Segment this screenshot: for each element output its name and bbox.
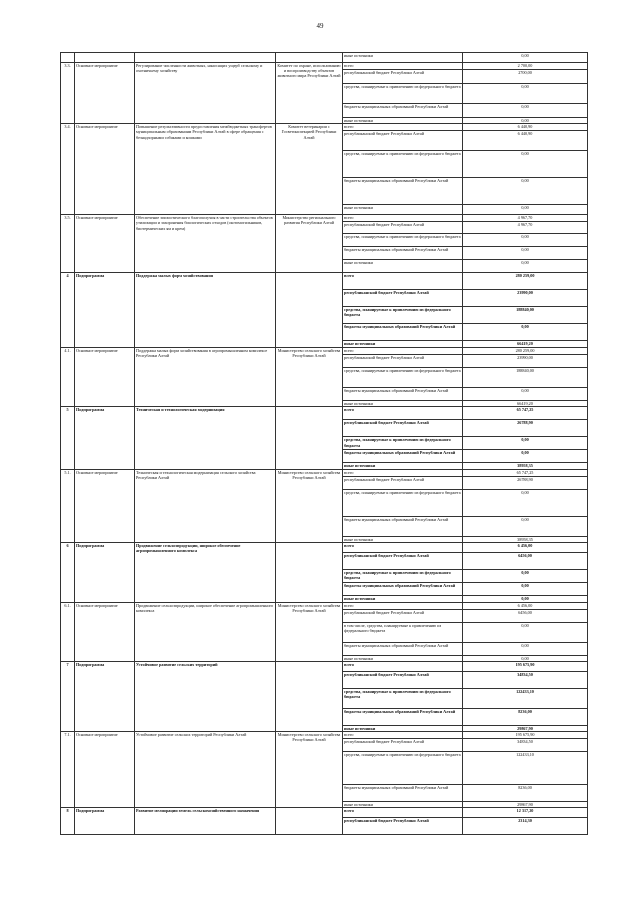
row-name: Поддержка малых форм хозяйствования	[135, 273, 276, 348]
row-executor: Министерство сельского хозяйства Республики Алтай	[276, 348, 343, 407]
funding-source: всего	[343, 732, 463, 739]
funding-source: всего	[343, 542, 463, 552]
row-name	[135, 53, 276, 63]
funding-value: 0,00	[463, 118, 588, 124]
row-executor: Министерство регионального развития Республики Алтай	[276, 215, 343, 273]
funding-value: 0,00	[463, 324, 588, 341]
funding-value: 0,00	[463, 260, 588, 273]
funding-source: всего	[343, 215, 463, 222]
funding-value: 0,00	[463, 388, 588, 401]
funding-source: иные источники	[343, 595, 463, 602]
row-type: Подпрограмма	[75, 662, 135, 732]
funding-source: средства, планируемые к привлечению из федерального бюджета	[343, 569, 463, 582]
row-number: 6.1.	[61, 602, 75, 661]
budget-table	[60, 52, 588, 835]
funding-value: 2314,30	[463, 818, 588, 835]
row-name: Продвижение сельхозпродукции, широкое обеспечение агропромышленного комплекса	[135, 602, 276, 661]
funding-value: 0,00	[463, 84, 588, 104]
funding-value: 0,00	[463, 582, 588, 595]
funding-source: иные источники	[343, 655, 463, 661]
funding-source: средства, планируемые к привлечению из федерального бюджета	[343, 84, 463, 104]
table-row	[61, 215, 588, 222]
funding-source: иные источники	[343, 802, 463, 808]
funding-source: бюджеты муниципальных образований Республики Алтай	[343, 324, 463, 341]
funding-value: 26788,90	[463, 420, 588, 437]
funding-source: республиканский бюджет Республики Алтай	[343, 818, 463, 835]
row-type: Основное мероприятие	[75, 215, 135, 273]
row-number: 4	[61, 273, 75, 348]
row-executor	[276, 662, 343, 732]
row-name: Обеспечение эпизоотического благополучия в части строительства объектов утилизации и захоронения биологических отходов (скотомогильников, биотермических ям и крем)	[135, 215, 276, 273]
funding-value: 195 675,90	[463, 662, 588, 672]
table-row	[61, 602, 588, 609]
funding-value: 0,00	[463, 450, 588, 463]
funding-value: 2700,00	[463, 70, 588, 84]
row-executor	[276, 542, 343, 602]
funding-source: бюджеты муниципальных образований Республики Алтай	[343, 104, 463, 118]
funding-source: средства, планируемые к привлечению из федерального бюджета	[343, 151, 463, 178]
row-number: 5	[61, 407, 75, 469]
row-name: Техническая и технологическая модернизация	[135, 407, 276, 469]
funding-source: бюджеты муниципальных образований Республики Алтай	[343, 785, 463, 802]
funding-value: 188840,00	[463, 368, 588, 388]
funding-source: иные источники	[343, 463, 463, 469]
funding-source: средства, планируемые к привлечению из федерального бюджета	[343, 234, 463, 247]
row-name: Техническая и технологическая модернизация сельского хозяйства Республики Алтай	[135, 469, 276, 542]
funding-source: иные источники	[343, 118, 463, 124]
row-type: Подпрограмма	[75, 407, 135, 469]
funding-source: бюджеты муниципальных образований Республики Алтай	[343, 388, 463, 401]
funding-source: всего	[343, 348, 463, 355]
row-number: 6	[61, 542, 75, 602]
row-name: Устойчивое развитие сельских территорий Республики Алтай	[135, 732, 276, 808]
funding-value: 6456,00	[463, 552, 588, 569]
funding-source: в том числе, средства, планируемые к привлечению из федерального бюджета	[343, 622, 463, 642]
funding-value: 29867,90	[463, 726, 588, 732]
funding-source: всего	[343, 469, 463, 476]
row-number: 3.5.	[61, 215, 75, 273]
table-row	[61, 348, 588, 355]
funding-source: республиканский бюджет Республики Алтай	[343, 355, 463, 368]
table-row	[61, 124, 588, 131]
funding-source: иные источники	[343, 341, 463, 348]
page-number: 49	[316, 22, 324, 30]
funding-value: 29867,90	[463, 802, 588, 808]
funding-value: 188840,00	[463, 307, 588, 324]
funding-value: 65 747,25	[463, 469, 588, 476]
subprogram-row	[61, 407, 588, 420]
funding-source: республиканский бюджет Республики Алтай	[343, 476, 463, 489]
row-type: Подпрограмма	[75, 542, 135, 602]
funding-source: иные источники	[343, 401, 463, 407]
row-executor	[276, 407, 343, 469]
funding-value: 6 440,90	[463, 131, 588, 151]
row-name: Поддержка малых форм хозяйствования в агропромышленном комплексе Республики Алтай	[135, 348, 276, 407]
funding-value: 8236,00	[463, 785, 588, 802]
funding-value: 66419,20	[463, 401, 588, 407]
budget-table-body	[61, 53, 588, 835]
funding-value: 34834,50	[463, 739, 588, 752]
funding-source: бюджеты муниципальных образований Республики Алтай	[343, 247, 463, 260]
funding-value: 0,00	[463, 205, 588, 215]
funding-source: бюджеты муниципальных образований Республики Алтай	[343, 582, 463, 595]
table-row	[61, 63, 588, 70]
funding-source: бюджеты муниципальных образований Республики Алтай	[343, 709, 463, 726]
funding-source: средства, планируемые к привлечению из федерального бюджета	[343, 752, 463, 785]
row-executor: Министерство сельского хозяйства Республики Алтай	[276, 469, 343, 542]
row-type: Основное мероприятие	[75, 348, 135, 407]
funding-value: 38958,35	[463, 463, 588, 469]
row-name: Повышение результативности предоставления межбюджетных трансфертов муниципальным образованиям Республики Алтай в сфере обращения с безнадзорными собаками и кошками	[135, 124, 276, 215]
funding-value: 0,00	[463, 234, 588, 247]
funding-value: 23990,00	[463, 355, 588, 368]
funding-source: всего	[343, 808, 463, 818]
row-type: Подпрограмма	[75, 808, 135, 835]
funding-source: республиканский бюджет Республики Алтай	[343, 290, 463, 307]
funding-source: республиканский бюджет Республики Алтай	[343, 672, 463, 689]
funding-value: 0,00	[463, 595, 588, 602]
row-type: Подпрограмма	[75, 273, 135, 348]
funding-source: иные источники	[343, 536, 463, 542]
funding-value: 0,00	[463, 642, 588, 655]
subprogram-row	[61, 273, 588, 290]
row-number	[61, 53, 75, 63]
funding-value: 280 259,00	[463, 273, 588, 290]
funding-source: всего	[343, 407, 463, 420]
row-number: 8	[61, 808, 75, 835]
funding-source: средства, планируемые к привлечению из федерального бюджета	[343, 689, 463, 709]
funding-source: средства, планируемые к привлечению из федерального бюджета	[343, 307, 463, 324]
funding-source: иные источники	[343, 205, 463, 215]
funding-source: иные источники	[343, 53, 463, 63]
row-number: 7	[61, 662, 75, 732]
funding-value: 8236,00	[463, 709, 588, 726]
funding-value: 38958,35	[463, 536, 588, 542]
funding-value: 26788,90	[463, 476, 588, 489]
row-number: 5.1.	[61, 469, 75, 542]
row-name: Развитие мелиорации земель сельскохозяйственного назначения	[135, 808, 276, 835]
funding-source: бюджеты муниципальных образований Республики Алтай	[343, 516, 463, 536]
subprogram-row	[61, 808, 588, 818]
funding-source: республиканский бюджет Республики Алтай	[343, 222, 463, 234]
row-executor: Министерство сельского хозяйства Республики Алтай	[276, 732, 343, 808]
row-executor	[276, 808, 343, 835]
table-row	[61, 53, 588, 63]
funding-value: 0,00	[463, 104, 588, 118]
row-number: 4.1.	[61, 348, 75, 407]
row-executor	[276, 273, 343, 348]
funding-value: 0,00	[463, 151, 588, 178]
funding-source: иные источники	[343, 260, 463, 273]
subprogram-row	[61, 542, 588, 552]
row-executor: Комитет по охране, использованию и воспроизводству объектов животного мира Республики Алтай	[276, 63, 343, 124]
funding-value: 23990,00	[463, 290, 588, 307]
funding-value: 195 675,90	[463, 732, 588, 739]
funding-value: 0,00	[463, 178, 588, 205]
row-number: 3.3.	[61, 63, 75, 124]
row-name: Продвижение сельхозпродукции, широкое обеспечение агропромышленного комплекса	[135, 542, 276, 602]
funding-value: 4 967,70	[463, 222, 588, 234]
funding-value: 12 317,20	[463, 808, 588, 818]
funding-source: всего	[343, 63, 463, 70]
funding-source: республиканский бюджет Республики Алтай	[343, 739, 463, 752]
funding-value: 6 440,90	[463, 124, 588, 131]
funding-source: республиканский бюджет Республики Алтай	[343, 552, 463, 569]
funding-source: республиканский бюджет Республики Алтай	[343, 70, 463, 84]
row-executor	[276, 53, 343, 63]
funding-value: 0,00	[463, 622, 588, 642]
row-number: 7.1.	[61, 732, 75, 808]
funding-source: республиканский бюджет Республики Алтай	[343, 609, 463, 622]
row-type: Основное мероприятие	[75, 124, 135, 215]
funding-value: 34834,50	[463, 672, 588, 689]
row-type: Основное мероприятие	[75, 602, 135, 661]
row-number: 3.4.	[61, 124, 75, 215]
funding-source: всего	[343, 124, 463, 131]
funding-source: средства, планируемые к привлечению из федерального бюджета	[343, 489, 463, 516]
funding-source: всего	[343, 273, 463, 290]
funding-value: 0,00	[463, 53, 588, 63]
funding-value: 65 747,25	[463, 407, 588, 420]
funding-source: республиканский бюджет Республики Алтай	[343, 420, 463, 437]
funding-value: 0,00	[463, 437, 588, 450]
row-executor: Комитет ветеринарии с Госветинспекцией Республики Алтай	[276, 124, 343, 215]
table-row	[61, 732, 588, 739]
row-type: Основное мероприятие	[75, 732, 135, 808]
row-name: Регулирование численности животных, наносящих ущерб сельскому и охотничьему хозяйству	[135, 63, 276, 124]
funding-value: 2 700,00	[463, 63, 588, 70]
row-type	[75, 53, 135, 63]
funding-source: республиканский бюджет Республики Алтай	[343, 131, 463, 151]
funding-value: 6 456,00	[463, 542, 588, 552]
row-name: Устойчивое развитие сельских территорий	[135, 662, 276, 732]
funding-value: 6 456,00	[463, 602, 588, 609]
table-row	[61, 469, 588, 476]
funding-value: 0,00	[463, 516, 588, 536]
row-executor: Министерство сельского хозяйства Республики Алтай	[276, 602, 343, 661]
funding-value: 0,00	[463, 569, 588, 582]
funding-source: всего	[343, 662, 463, 672]
funding-value: 122433,10	[463, 689, 588, 709]
funding-value: 280 259,00	[463, 348, 588, 355]
funding-value: 0,00	[463, 247, 588, 260]
funding-value: 66419,20	[463, 341, 588, 348]
funding-value: 122433,10	[463, 752, 588, 785]
funding-source: бюджеты муниципальных образований Республики Алтай	[343, 642, 463, 655]
funding-source: бюджеты муниципальных образований Республики Алтай	[343, 178, 463, 205]
row-type: Основное мероприятие	[75, 469, 135, 542]
row-type: Основное мероприятие	[75, 63, 135, 124]
funding-source: средства, планируемые к привлечению из федерального бюджета	[343, 437, 463, 450]
funding-source: иные источники	[343, 726, 463, 732]
funding-value: 4 967,70	[463, 215, 588, 222]
funding-value: 6456,00	[463, 609, 588, 622]
funding-source: всего	[343, 602, 463, 609]
funding-value: 0,00	[463, 489, 588, 516]
funding-source: средства, планируемые к привлечению из федерального бюджета	[343, 368, 463, 388]
subprogram-row	[61, 662, 588, 672]
funding-source: бюджеты муниципальных образований Республики Алтай	[343, 450, 463, 463]
funding-value: 0,00	[463, 655, 588, 661]
